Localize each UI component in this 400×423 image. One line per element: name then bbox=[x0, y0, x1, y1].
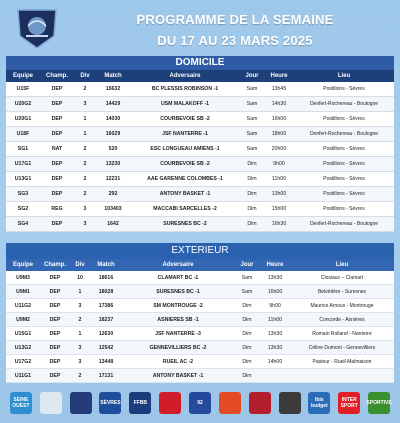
cell-heure: 9h00 bbox=[264, 157, 294, 172]
domicile-table bbox=[6, 70, 394, 232]
cell-equipe: U15F bbox=[6, 82, 40, 97]
table-row bbox=[6, 172, 394, 187]
cell-equipe: U20G2 bbox=[6, 97, 40, 112]
cell-lieu: Denfert-Rochereau - Boulogne bbox=[294, 217, 394, 232]
cell-champ: DEP bbox=[40, 285, 70, 299]
sponsor-logo bbox=[70, 392, 92, 414]
cell-adv: COURBEVOIE SB -2 bbox=[130, 112, 240, 127]
sponsor-logo: INTER SPORT bbox=[338, 392, 360, 414]
cell-adv: SURESNES BC -1 bbox=[122, 285, 234, 299]
cell-lieu: Postillons - Sèvres bbox=[294, 157, 394, 172]
cell-champ: DEP bbox=[40, 127, 74, 142]
cell-div: 2 bbox=[74, 187, 96, 202]
cell-jour: Dim bbox=[240, 202, 264, 217]
cell-equipe: SG3 bbox=[6, 187, 40, 202]
cell-heure: 20h00 bbox=[264, 142, 294, 157]
cell-adv: RUEIL AC -2 bbox=[122, 355, 234, 369]
cell-heure: 13h30 bbox=[260, 327, 290, 341]
col-lieu: Lieu bbox=[290, 259, 394, 271]
cell-equipe: U13G2 bbox=[6, 341, 40, 355]
cell-champ: DEP bbox=[40, 112, 74, 127]
sponsor-logo: FFBB bbox=[129, 392, 151, 414]
cell-adv: ANTONY BASKET -1 bbox=[122, 369, 234, 383]
cell-equipe: SG2 bbox=[6, 202, 40, 217]
cell-lieu: Postillons - Sèvres bbox=[294, 142, 394, 157]
col-div: Div bbox=[70, 259, 90, 271]
cell-heure: 9h00 bbox=[260, 299, 290, 313]
page-title bbox=[70, 12, 400, 48]
col-jour: Jour bbox=[240, 70, 264, 82]
cell-jour: Sam bbox=[240, 127, 264, 142]
cell-jour: Dim bbox=[240, 172, 264, 187]
cell-heure: 14h00 bbox=[260, 355, 290, 369]
cell-equipe: U15G1 bbox=[6, 327, 40, 341]
cell-lieu bbox=[290, 369, 394, 383]
exterieur-table bbox=[6, 259, 394, 383]
col-match: Match bbox=[90, 259, 122, 271]
cell-match: 17386 bbox=[90, 299, 122, 313]
cell-jour: Sam bbox=[240, 142, 264, 157]
club-logo bbox=[14, 6, 60, 50]
table-row bbox=[6, 202, 394, 217]
cell-lieu: Postillons - Sèvres bbox=[294, 172, 394, 187]
cell-jour: Dim bbox=[240, 157, 264, 172]
cell-match: 292 bbox=[96, 187, 130, 202]
cell-heure: 16h00 bbox=[260, 285, 290, 299]
cell-jour: Dim bbox=[240, 217, 264, 232]
sponsor-logo: ibis budget bbox=[308, 392, 330, 414]
cell-jour: Sam bbox=[240, 112, 264, 127]
cell-match: 13230 bbox=[96, 157, 130, 172]
table-row bbox=[6, 142, 394, 157]
sponsor-logo bbox=[249, 392, 271, 414]
table-row bbox=[6, 217, 394, 232]
col-equipe: Equipe bbox=[6, 70, 40, 82]
cell-heure: 14h30 bbox=[264, 97, 294, 112]
cell-adv: ESC LONGUEAU AMIENS -1 bbox=[130, 142, 240, 157]
sponsor-logo: 92 bbox=[189, 392, 211, 414]
cell-equipe: U20G1 bbox=[6, 112, 40, 127]
col-adversaire: Adversaire bbox=[130, 70, 240, 82]
sponsor-logo: SEINE OUEST bbox=[10, 392, 32, 414]
cell-jour: Dim bbox=[234, 313, 260, 327]
cell-equipe: U11G1 bbox=[6, 369, 40, 383]
cell-adv: SM MONTROUGE -2 bbox=[122, 299, 234, 313]
cell-div: 1 bbox=[70, 285, 90, 299]
cell-div: 2 bbox=[70, 313, 90, 327]
table-row bbox=[6, 327, 394, 341]
cell-champ: REG bbox=[40, 202, 74, 217]
col-champ: Champ. bbox=[40, 259, 70, 271]
sponsor-logo: SÈVRES bbox=[99, 392, 121, 414]
table-row bbox=[6, 299, 394, 313]
sponsor-logo bbox=[40, 392, 62, 414]
cell-adv: GENNEVILLIERS BC -2 bbox=[122, 341, 234, 355]
exterieur-header-row bbox=[6, 259, 394, 271]
table-row bbox=[6, 127, 394, 142]
cell-jour: Dim bbox=[234, 355, 260, 369]
cell-lieu: Closiaux – Clamart bbox=[290, 271, 394, 285]
cell-heure: 11h00 bbox=[264, 172, 294, 187]
cell-adv: MACCABI SARCELLES -2 bbox=[130, 202, 240, 217]
sponsors-bar bbox=[0, 386, 400, 420]
cell-jour: Dim bbox=[234, 341, 260, 355]
cell-equipe: U9M3 bbox=[6, 271, 40, 285]
sponsor-logo bbox=[219, 392, 241, 414]
cell-equipe: U17G2 bbox=[6, 355, 40, 369]
cell-heure: 13h30 bbox=[260, 271, 290, 285]
cell-champ: DEP bbox=[40, 327, 70, 341]
cell-match: 12231 bbox=[96, 172, 130, 187]
title-line-2: DU 17 AU 23 MARS 2025 bbox=[157, 33, 313, 48]
cell-adv: ANTONY BASKET -1 bbox=[130, 187, 240, 202]
cell-match: 18028 bbox=[90, 285, 122, 299]
cell-jour: Dim bbox=[240, 187, 264, 202]
cell-div: 3 bbox=[74, 217, 96, 232]
cell-heure: 15h00 bbox=[264, 202, 294, 217]
cell-champ: DEP bbox=[40, 172, 74, 187]
cell-div: 1 bbox=[74, 112, 96, 127]
cell-jour: Dim bbox=[234, 369, 260, 383]
col-adversaire: Adversaire bbox=[122, 259, 234, 271]
cell-jour: Sam bbox=[234, 271, 260, 285]
cell-lieu: Concorde - Asnières bbox=[290, 313, 394, 327]
table-row bbox=[6, 82, 394, 97]
cell-div: 1 bbox=[74, 127, 96, 142]
cell-heure: 13h30 bbox=[260, 341, 290, 355]
cell-champ: DEP bbox=[40, 271, 70, 285]
cell-match: 12630 bbox=[90, 327, 122, 341]
cell-div: 10 bbox=[70, 271, 90, 285]
cell-div: 3 bbox=[70, 355, 90, 369]
cell-equipe: U9M2 bbox=[6, 313, 40, 327]
cell-match: 103403 bbox=[96, 202, 130, 217]
cell-div: 1 bbox=[70, 327, 90, 341]
exterieur-section bbox=[6, 243, 394, 383]
sponsor-logo bbox=[159, 392, 181, 414]
cell-lieu: Postillons - Sèvres bbox=[294, 187, 394, 202]
cell-lieu: Romain Rolland - Nanterre bbox=[290, 327, 394, 341]
col-heure: Heure bbox=[260, 259, 290, 271]
cell-lieu: Maurice Arnoux - Montrouge bbox=[290, 299, 394, 313]
cell-lieu: Denfert-Rochereau - Boulogne bbox=[294, 97, 394, 112]
cell-champ: DEP bbox=[40, 369, 70, 383]
cell-match: 14429 bbox=[96, 97, 130, 112]
table-row bbox=[6, 313, 394, 327]
table-row bbox=[6, 112, 394, 127]
domicile-section bbox=[6, 56, 394, 232]
table-row bbox=[6, 187, 394, 202]
cell-adv: COURBEVOIE SB -2 bbox=[130, 157, 240, 172]
cell-adv: USM MALAKOFF -1 bbox=[130, 97, 240, 112]
cell-equipe: U11G2 bbox=[6, 299, 40, 313]
cell-match: 17131 bbox=[90, 369, 122, 383]
sponsor-logo bbox=[279, 392, 301, 414]
cell-heure: 16h00 bbox=[264, 112, 294, 127]
cell-lieu: Postillons - Sèvres bbox=[294, 202, 394, 217]
cell-div: 2 bbox=[74, 82, 96, 97]
cell-champ: DEP bbox=[40, 82, 74, 97]
cell-heure: 18h00 bbox=[264, 127, 294, 142]
cell-match: 12542 bbox=[90, 341, 122, 355]
cell-lieu: Belvédère - Suresnes bbox=[290, 285, 394, 299]
cell-equipe: U9M1 bbox=[6, 285, 40, 299]
cell-div: 3 bbox=[74, 202, 96, 217]
domicile-header: DOMICILE bbox=[6, 56, 394, 70]
cell-lieu: Postillons - Sèvres bbox=[294, 112, 394, 127]
table-row bbox=[6, 271, 394, 285]
cell-champ: NAT bbox=[40, 142, 74, 157]
table-row bbox=[6, 355, 394, 369]
col-div: Div bbox=[74, 70, 96, 82]
cell-lieu: Denfert-Rochereau - Boulogne bbox=[294, 127, 394, 142]
exterieur-header: EXTERIEUR bbox=[6, 243, 394, 259]
cell-jour: Dim bbox=[234, 299, 260, 313]
cell-champ: DEP bbox=[40, 299, 70, 313]
cell-champ: DEP bbox=[40, 355, 70, 369]
cell-equipe: SG1 bbox=[6, 142, 40, 157]
cell-match: 520 bbox=[96, 142, 130, 157]
col-equipe: Equipe bbox=[6, 259, 40, 271]
cell-champ: DEP bbox=[40, 217, 74, 232]
sponsor-logo: SPORTIVE bbox=[368, 392, 390, 414]
domicile-header-row bbox=[6, 70, 394, 82]
cell-match: 1642 bbox=[96, 217, 130, 232]
cell-equipe: U18F bbox=[6, 127, 40, 142]
cell-adv: CLAMART BC -1 bbox=[122, 271, 234, 285]
cell-adv: JSF NANTERRE -1 bbox=[130, 127, 240, 142]
col-match: Match bbox=[96, 70, 130, 82]
cell-heure: 16h30 bbox=[264, 217, 294, 232]
cell-champ: DEP bbox=[40, 97, 74, 112]
cell-adv: SURESNES BC -2 bbox=[130, 217, 240, 232]
cell-match: 14030 bbox=[96, 112, 130, 127]
cell-jour: Sam bbox=[240, 82, 264, 97]
cell-heure: 13h00 bbox=[264, 187, 294, 202]
cell-champ: DEP bbox=[40, 313, 70, 327]
cell-match: 18237 bbox=[90, 313, 122, 327]
cell-lieu: Postillons - Sèvres bbox=[294, 82, 394, 97]
cell-div: 2 bbox=[74, 172, 96, 187]
cell-div: 3 bbox=[70, 299, 90, 313]
col-champ: Champ. bbox=[40, 70, 74, 82]
cell-champ: DEP bbox=[40, 157, 74, 172]
cell-adv: JSF NANTERRE -3 bbox=[122, 327, 234, 341]
cell-heure: 11h00 bbox=[260, 313, 290, 327]
cell-jour: Sam bbox=[240, 97, 264, 112]
cell-champ: DEP bbox=[40, 187, 74, 202]
col-heure: Heure bbox=[264, 70, 294, 82]
cell-jour: Dim bbox=[234, 327, 260, 341]
cell-div: 3 bbox=[70, 341, 90, 355]
cell-div: 3 bbox=[74, 97, 96, 112]
table-row bbox=[6, 341, 394, 355]
cell-match: 15632 bbox=[96, 82, 130, 97]
cell-match: 13448 bbox=[90, 355, 122, 369]
cell-div: 2 bbox=[70, 369, 90, 383]
cell-heure: 13h45 bbox=[264, 82, 294, 97]
cell-match: 18616 bbox=[90, 271, 122, 285]
cell-div: 2 bbox=[74, 142, 96, 157]
table-row bbox=[6, 97, 394, 112]
cell-equipe: SG4 bbox=[6, 217, 40, 232]
cell-match: 16029 bbox=[96, 127, 130, 142]
cell-lieu: Pasteur - Rueil-Malmaison bbox=[290, 355, 394, 369]
col-jour: Jour bbox=[234, 259, 260, 271]
cell-equipe: U17G1 bbox=[6, 157, 40, 172]
cell-champ: DEP bbox=[40, 341, 70, 355]
table-row bbox=[6, 285, 394, 299]
cell-heure bbox=[260, 369, 290, 383]
cell-div: 2 bbox=[74, 157, 96, 172]
title-line-1: PROGRAMME DE LA SEMAINE bbox=[136, 12, 334, 27]
cell-equipe: U13G1 bbox=[6, 172, 40, 187]
col-lieu: Lieu bbox=[294, 70, 394, 82]
table-row bbox=[6, 157, 394, 172]
cell-lieu: Céline Dumont - Gennevilliers bbox=[290, 341, 394, 355]
cell-adv: BC PLESSIS ROBINSON -1 bbox=[130, 82, 240, 97]
cell-jour: Sam bbox=[234, 285, 260, 299]
cell-adv: AAE GARENNE COLOMBES -1 bbox=[130, 172, 240, 187]
cell-adv: ASNIERES SB -1 bbox=[122, 313, 234, 327]
table-row bbox=[6, 369, 394, 383]
